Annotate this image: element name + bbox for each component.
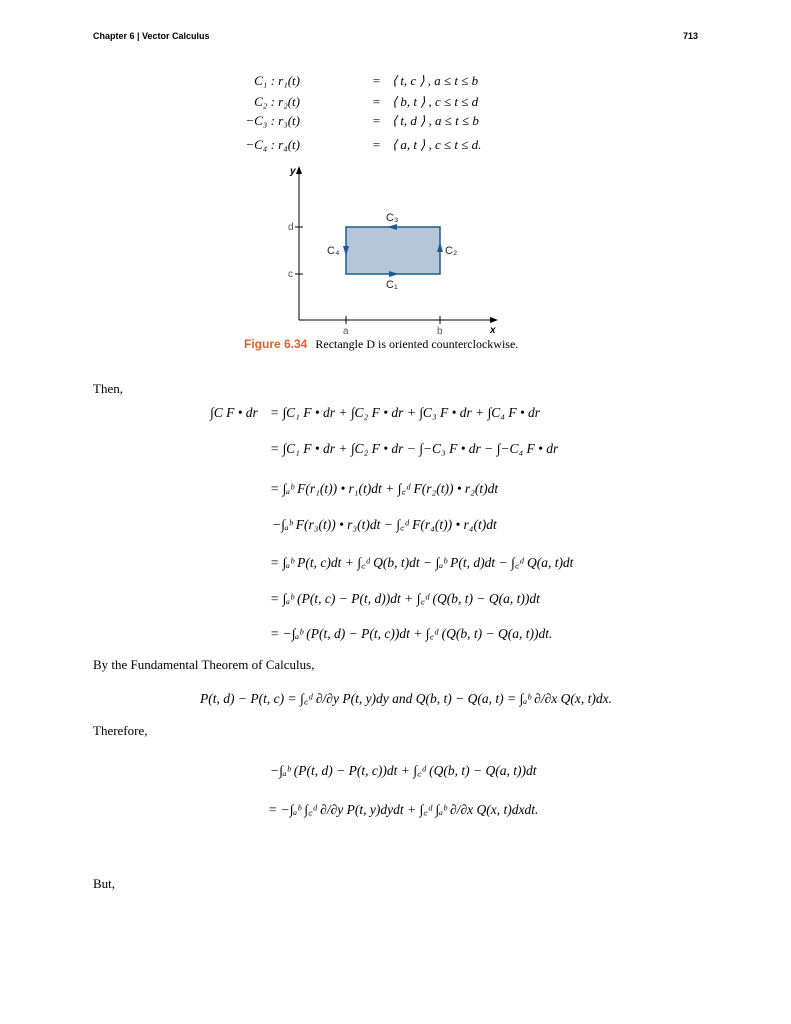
x-axis-arrow-icon bbox=[490, 317, 498, 323]
param-lhs: C₂ : r₂(t) bbox=[254, 94, 300, 109]
param-eq: = bbox=[372, 113, 381, 128]
param-rhs: ⟨ t, d ⟩ , a ≤ t ≤ b bbox=[392, 113, 479, 128]
figure-caption bbox=[244, 337, 518, 352]
eq1-line: = ∫ₐᵇ P(t, c)dt + ∫꜀ᵈ Q(b, t)dt − ∫ₐᵇ P(t, d)dt − ∫꜀ᵈ Q(a, t)dt bbox=[270, 555, 574, 570]
param-eq: = bbox=[372, 94, 381, 109]
param-lhs: −C₄ : r₄(t) bbox=[245, 137, 300, 152]
paragraph-therefore: Therefore, bbox=[93, 723, 148, 738]
tick-a: a bbox=[343, 326, 349, 337]
eq1-line: = −∫ₐᵇ (P(t, d) − P(t, c))dt + ∫꜀ᵈ (Q(b, t) − Q(a, t))dt. bbox=[270, 626, 553, 641]
region-d bbox=[346, 227, 440, 274]
param-lhs: −C₃ : r₃(t) bbox=[245, 113, 300, 128]
param-rhs: ⟨ t, c ⟩ , a ≤ t ≤ b bbox=[392, 73, 479, 88]
x-axis-label: x bbox=[490, 325, 496, 336]
param-eq: = bbox=[372, 137, 381, 152]
label-c1: C₁ bbox=[386, 279, 398, 291]
tick-d: d bbox=[288, 222, 294, 233]
paragraph-then: Then, bbox=[93, 381, 123, 396]
eq2: P(t, d) − P(t, c) = ∫꜀ᵈ ∂/∂y P(t, y)dy and Q(b, t) − Q(a, t) = ∫ₐᵇ ∂/∂x Q(x, t)dx. bbox=[200, 691, 612, 706]
rectangle-figure bbox=[270, 160, 510, 338]
eq1-line: = ∫ₐᵇ (P(t, c) − P(t, d))dt + ∫꜀ᵈ (Q(b, t) − Q(a, t))dt bbox=[270, 591, 540, 606]
tick-c: c bbox=[288, 269, 293, 280]
chapter-header: Chapter 6 | Vector Calculus bbox=[93, 31, 210, 41]
eq3-line: = −∫ₐᵇ ∫꜀ᵈ ∂/∂y P(t, y)dydt + ∫꜀ᵈ ∫ₐᵇ ∂/∂x Q(x, t)dxdt. bbox=[268, 802, 539, 817]
eq1-line: = ∫ₐᵇ F(r₁(t)) • r₁(t)dt + ∫꜀ᵈ F(r₂(t)) • r₂(t)dt bbox=[270, 481, 499, 496]
param-eq: = bbox=[372, 73, 381, 88]
param-lhs: C₁ : r₁(t) bbox=[254, 73, 300, 88]
param-rhs: ⟨ b, t ⟩ , c ≤ t ≤ d bbox=[392, 94, 479, 109]
label-c2: C₂ bbox=[445, 245, 458, 257]
label-c4: C₄ bbox=[327, 245, 340, 257]
label-c3: C₃ bbox=[386, 212, 399, 224]
eq1-line: −∫ₐᵇ F(r₃(t)) • r₃(t)dt − ∫꜀ᵈ F(r₄(t)) • r₄(t)dt bbox=[272, 517, 497, 532]
y-axis-arrow-icon bbox=[296, 166, 302, 174]
page-number: 713 bbox=[682, 31, 698, 41]
y-axis-label: y bbox=[290, 166, 296, 177]
paragraph-ftc: By the Fundamental Theorem of Calculus, bbox=[93, 657, 315, 672]
eq1-line: = ∫C₁ F • dr + ∫C₂ F • dr + ∫C₃ F • dr + ∫C₄ F • dr bbox=[270, 405, 541, 420]
eq1-lhs: ∫C F • dr bbox=[210, 405, 258, 420]
eq3-line: −∫ₐᵇ (P(t, d) − P(t, c))dt + ∫꜀ᵈ (Q(b, t) − Q(a, t))dt bbox=[270, 763, 537, 778]
paragraph-but: But, bbox=[93, 876, 116, 891]
caption-text: Rectangle D is oriented counterclockwise. bbox=[315, 337, 519, 351]
eq1-line: = ∫C₁ F • dr + ∫C₂ F • dr − ∫−C₃ F • dr − ∫−C₄ F • dr bbox=[270, 441, 559, 456]
tick-b: b bbox=[437, 326, 443, 337]
figure-number: Figure 6.34 bbox=[244, 337, 308, 351]
param-rhs: ⟨ a, t ⟩ , c ≤ t ≤ d. bbox=[392, 137, 482, 152]
